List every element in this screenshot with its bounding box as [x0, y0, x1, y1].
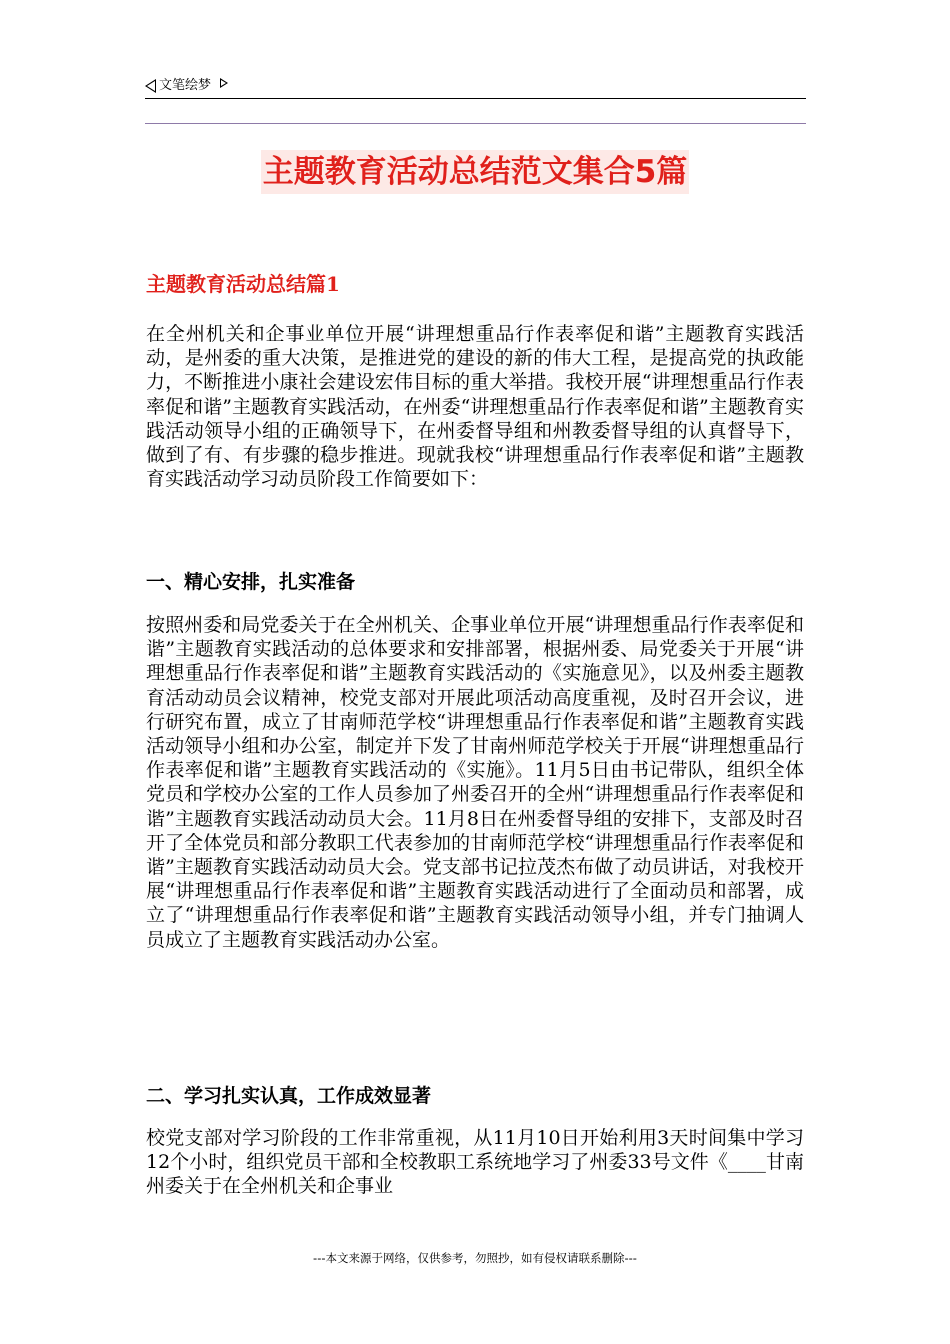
- document-title: 主题教育活动总结范文集合5篇: [261, 150, 690, 194]
- paragraph-text: 按照州委和局党委关于在全州机关、企事业单位开展“讲理想重品行作表率促和谐”主题教育实践活动的总体要求和安排部署，根据州委、局党委关于开展“讲理想重品行作表率促和谐”主题教育实践活动的《实施意见》，以及州委主题教育活动动员会议精神，校党支部对开展此项活动高度重视，及时召开会议，进行研究布置，成立了甘南师范学校“讲理想重品行作表率促和谐”主题教育实践活动领导小组和办公室，制定并下发了甘南州师范学校关于开展“讲理想重品行作表率促和谐”主题教育实践活动的《实施》。11月5日由书记带队，组织全体党员和学校办公室的工作人员参加了州委召开的全州“讲理想重品行作表率促和谐”主题教育实践活动动员大会。11月8日在州委督导组的安排下，支部及时召开了全体党员和部分教职工代表参加的甘南师范学校“讲理想重品行作表率促和谐”主题教育实践活动动员大会。党支部书记拉茂杰布做了动员讲话，对我校开展“讲理想重品行作表率促和谐”主题教育实践活动进行了全面动员和部署，成立了“讲理想重品行作表率促和谐”主题教育实践活动领导小组，并专门抽调人员成立了主题教育实践活动办公室。: [146, 614, 804, 951]
- heading-2: 二、学习扎实认真，工作成效显著: [146, 1085, 432, 1107]
- paragraph-study: [146, 1126, 804, 1199]
- section-title: 主题教育活动总结篇1: [146, 272, 340, 296]
- header-divider: [145, 123, 806, 124]
- page-header: [145, 76, 806, 99]
- footer-disclaimer: ---本文来源于网络，仅供参考，勿照抄，如有侵权请联系删除---: [313, 1251, 637, 1265]
- paragraph-text: 校党支部对学习阶段的工作非常重视，从11月10日开始利用3天时间集中学习12个小时，组织党员干部和全校教职工系统地学习了州委33号文件《____甘南州委关于在全州机关和企事业: [146, 1127, 804, 1198]
- triangle-left-icon: [145, 79, 156, 93]
- brand-label: 文笔绘梦: [159, 78, 212, 93]
- header-brand: [145, 76, 228, 96]
- paragraph-intro: [146, 322, 804, 491]
- title-container: [0, 150, 950, 194]
- paragraph-preparation: [146, 613, 804, 952]
- paragraph-text: 在全州机关和企事业单位开展“讲理想重品行作表率促和谐”主题教育实践活动，是州委的重大决策，是推进党的建设的新的伟大工程，是提高党的执政能力，不断推进小康社会建设宏伟目标的重大举措。我校开展“讲理想重品行作表率促和谐”主题教育实践活动，在州委“讲理想重品行作表率促和谐”主题教育实践活动领导小组的正确领导下，在州委督导组和州教委督导组的认真督导下，做到了有、有步骤的稳步推进。现就我校“讲理想重品行作表率促和谐”主题教育实践活动学习动员阶段工作简要如下：: [146, 323, 804, 491]
- heading-1: 一、精心安排，扎实准备: [146, 571, 356, 593]
- triangle-right-icon: [220, 78, 228, 88]
